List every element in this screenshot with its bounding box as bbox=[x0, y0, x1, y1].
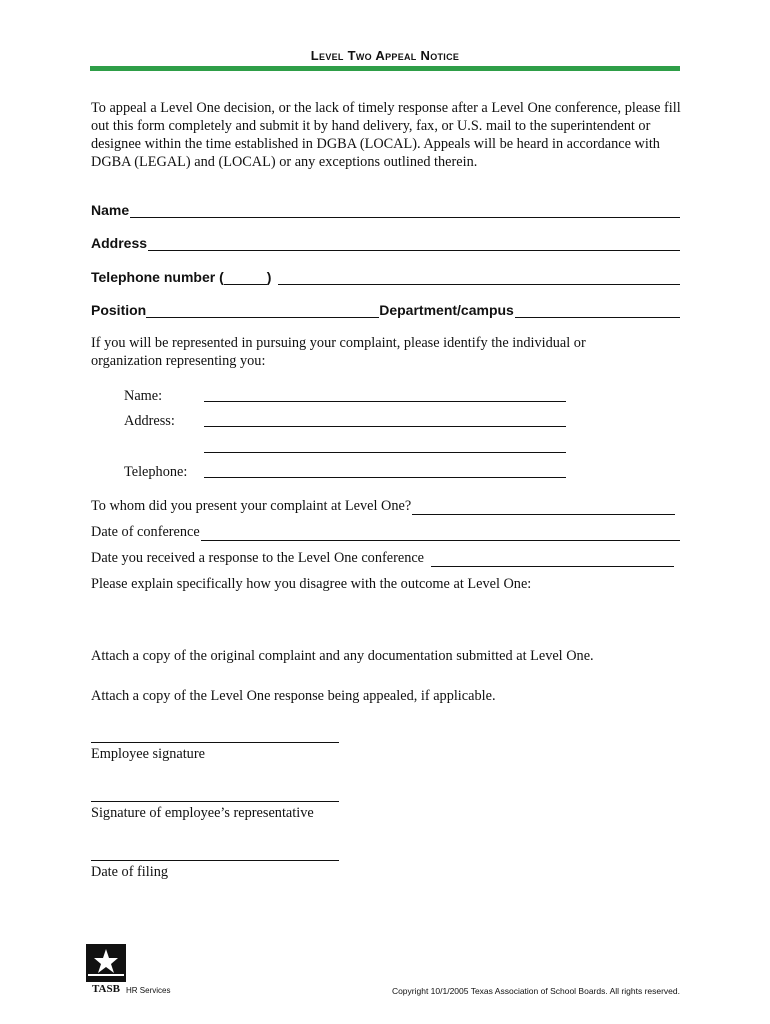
name-field[interactable] bbox=[130, 202, 680, 218]
hr-services-label: HR Services bbox=[126, 986, 171, 995]
title-rule bbox=[90, 66, 680, 71]
date-response-row bbox=[91, 549, 674, 567]
attach-original-note: Attach a copy of the original complaint and any documentation submitted at Level One. bbox=[91, 648, 594, 664]
whom-label: To whom did you present your complaint at Level One? bbox=[91, 498, 412, 514]
telephone-field-row bbox=[91, 267, 680, 285]
position-label: Position bbox=[91, 302, 147, 318]
date-response-field[interactable] bbox=[431, 551, 674, 567]
position-field[interactable] bbox=[146, 302, 379, 318]
copyright-notice: Copyright 10/1/2005 Texas Association of School Boards. All rights reserved. bbox=[391, 986, 680, 996]
date-conference-label: Date of conference bbox=[91, 524, 200, 540]
attach-response-note: Attach a copy of the Level One response being appealed, if applicable. bbox=[91, 688, 496, 704]
rep-name-label: Name: bbox=[124, 388, 163, 404]
explain-prompt: Please explain specifically how you disagree with the outcome at Level One: bbox=[91, 576, 532, 592]
telephone-label: Telephone number ( bbox=[91, 269, 224, 285]
department-label: Department/campus bbox=[379, 302, 514, 318]
address-label: Address bbox=[91, 235, 148, 251]
employee-signature-line[interactable] bbox=[91, 742, 339, 743]
name-field-row bbox=[91, 200, 680, 218]
position-field-row bbox=[91, 300, 680, 318]
area-code-field[interactable] bbox=[224, 269, 267, 285]
whom-field[interactable] bbox=[412, 499, 675, 515]
address-field-row bbox=[91, 233, 680, 251]
rep-address-field-2[interactable] bbox=[204, 452, 566, 453]
representation-prompt: If you will be represented in pursuing your complaint, please identify the individual or organization representing you: bbox=[91, 335, 586, 369]
date-filing-label: Date of filing bbox=[91, 864, 169, 880]
representative-signature-line[interactable] bbox=[91, 801, 339, 802]
telephone-close-paren: ) bbox=[266, 269, 272, 285]
tasb-logo bbox=[86, 944, 126, 994]
date-conference-field[interactable] bbox=[201, 525, 680, 541]
rep-address-label: Address: bbox=[124, 413, 175, 429]
logo-text: TASB bbox=[92, 983, 120, 994]
date-filing-line[interactable] bbox=[91, 860, 339, 861]
whom-row bbox=[91, 497, 675, 515]
rep-telephone-field[interactable] bbox=[204, 477, 566, 478]
department-field[interactable] bbox=[515, 302, 680, 318]
telephone-field[interactable] bbox=[278, 269, 680, 285]
intro-paragraph: To appeal a Level One decision, or the lack of timely response after a Level One conference, please fill out this form completely and submit it by hand delivery, fax, or U.S. mail to the superintendent or designee within the time established in DGBA (LOCAL). Appeals will be heard in accordance with DGBA (LEGAL) and (LOCAL) or any exceptions outlined therein. bbox=[91, 100, 681, 170]
date-conference-row bbox=[91, 523, 680, 541]
rep-telephone-label: Telephone: bbox=[124, 464, 188, 480]
employee-signature-label: Employee signature bbox=[91, 746, 205, 762]
name-label: Name bbox=[91, 202, 130, 218]
page-title: Level Two Appeal Notice bbox=[310, 48, 460, 63]
rep-name-field[interactable] bbox=[204, 401, 566, 402]
rep-address-field[interactable] bbox=[204, 426, 566, 427]
date-response-label: Date you received a response to the Level One conference bbox=[91, 550, 425, 566]
representative-signature-label: Signature of employee’s representative bbox=[91, 805, 314, 821]
address-field[interactable] bbox=[148, 235, 680, 251]
